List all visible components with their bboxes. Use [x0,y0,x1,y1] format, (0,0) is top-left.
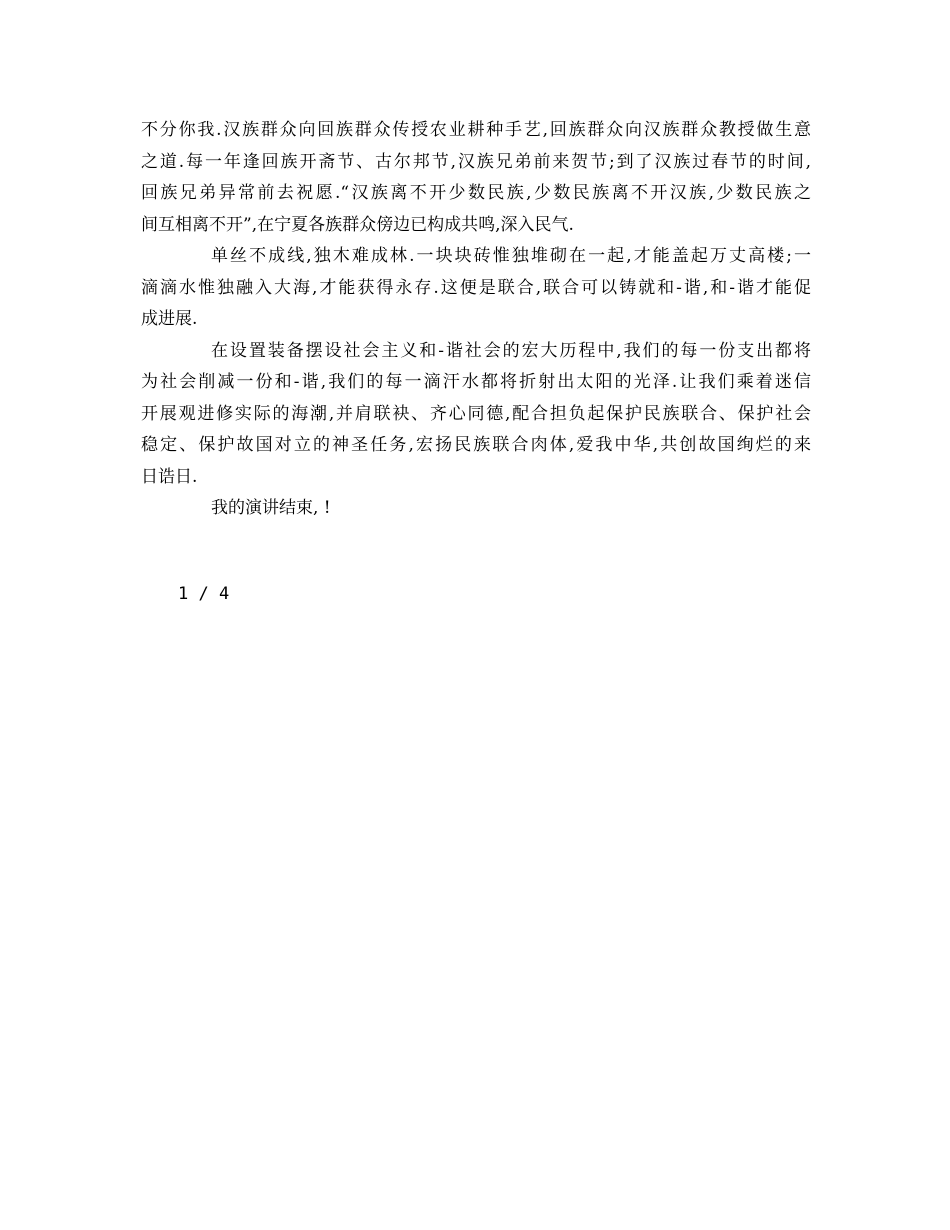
text-line: 回族兄弟异常前去祝愿.“汉族离不开少数民族,少数民族离不开汉族,少数民族之 [141,183,811,203]
paragraph-3 [141,336,811,494]
text-line: 为社会削减一份和-谐,我们的每一滴汗水都将折射出太阳的光泽.让我们乘着迷信 [141,372,811,392]
text-line: 之道.每一年逢回族开斋节、古尔邦节,汉族兄弟前来贺节;到了汉族过春节的时间, [141,151,811,172]
paragraph-4 [141,493,811,525]
document-body [141,115,811,525]
text-line: 开展观进修实际的海潮,并肩联袂、齐心同德,配合担负起保护民族联合、保护社会 [141,403,811,424]
paragraph-2 [141,241,811,336]
page-number: 1 / 4 [178,584,230,604]
text-line: 单丝不成线,独木难成林.一块块砖惟独堆砌在一起,才能盖起万丈高楼;一 [211,246,811,266]
text-line: 在设置装备摆设社会主义和-谐社会的宏大历程中,我们的每一份支出都将 [211,340,811,361]
text-line: 不分你我.汉族群众向回族群众传授农业耕种手艺,回族群众向汉族群众教授做生意 [141,120,811,140]
text-line: 稳定、保护故国对立的神圣任务,宏扬民族联合肉体,爱我中华,共创故国绚烂的来 [141,435,811,455]
text-line: 成进展. [141,309,198,329]
text-line: 滴滴水惟独融入大海,才能获得永存.这便是联合,联合可以铸就和-谐,和-谐才能促 [141,277,811,298]
text-line: 间互相离不开”,在宁夏各族群众傍边已构成共鸣,深入民气. [141,214,574,235]
text-line: 日诰日. [141,466,198,487]
text-line: 我的演讲结束, ! [211,498,331,518]
paragraph-1 [141,115,811,241]
